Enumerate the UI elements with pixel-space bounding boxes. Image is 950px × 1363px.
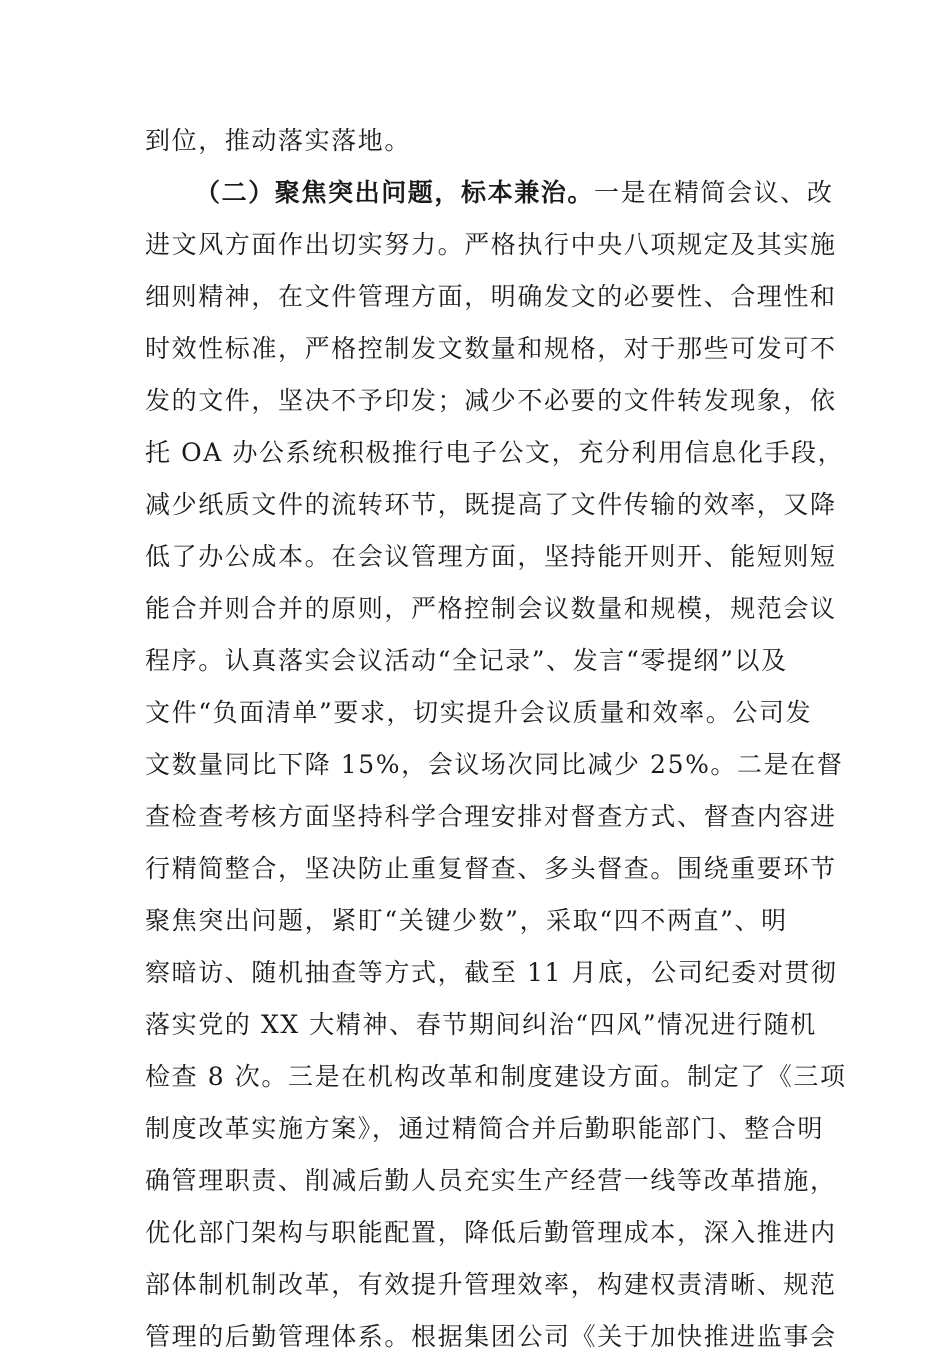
text-line: 确管理职责、削减后勤人员充实生产经营一线等改革措施，	[145, 1166, 837, 1195]
text-line: 细则精神，在文件管理方面，明确发文的必要性、合理性和	[145, 282, 837, 311]
text-line: 能合并则合并的原则，严格控制会议数量和规模，规范会议	[145, 594, 837, 623]
body-text	[145, 115, 847, 1363]
text-line: 减少纸质文件的流转环节，既提高了文件传输的效率，又降	[145, 490, 837, 519]
text-line-rest: 一是在精简会议、改	[594, 178, 834, 207]
text-line: 程序。认真落实会议活动“全记录”、发言“零提纲”以及	[145, 646, 788, 675]
text-line: 发的文件，坚决不予印发；减少不必要的文件转发现象，依	[145, 386, 837, 415]
text-line: 低了办公成本。在会议管理方面，坚持能开则开、能短则短	[145, 542, 837, 571]
text-line: 聚焦突出问题，紧盯“关键少数”，采取“四不两直”、明	[145, 906, 788, 935]
text-line: 察暗访、随机抽查等方式，截至 11 月底，公司纪委对贯彻	[145, 958, 838, 987]
text-line: 查检查考核方面坚持科学合理安排对督查方式、督查内容进	[145, 802, 837, 831]
text-line: 行精简整合，坚决防止重复督查、多头督查。围绕重要环节	[145, 854, 837, 883]
text-line: 进文风方面作出切实努力。严格执行中央八项规定及其实施	[145, 230, 837, 259]
text-line: 文数量同比下降 15%，会议场次同比减少 25%。二是在督	[145, 750, 844, 779]
text-line: 落实党的 XX 大精神、春节期间纠治“四风”情况进行随机	[145, 1010, 817, 1039]
text-line-with-heading	[145, 167, 834, 219]
text-line: 管理的后勤管理体系。根据集团公司《关于加快推进监事会	[145, 1322, 837, 1351]
text-line: 时效性标准，严格控制发文数量和规格，对于那些可发可不	[145, 334, 837, 363]
text-line: 优化部门架构与职能配置，降低后勤管理成本，深入推进内	[145, 1218, 837, 1247]
text-line: 文件“负面清单”要求，切实提升会议质量和效率。公司发	[145, 698, 813, 727]
text-line: 到位，推动落实落地。	[145, 126, 412, 155]
text-line: 部体制机制改革，有效提升管理效率，构建权责清晰、规范	[145, 1270, 837, 1299]
section-heading: （二）聚焦突出问题，标本兼治。	[195, 178, 595, 207]
text-line: 托 OA 办公系统积极推行电子公文，充分利用信息化手段，	[145, 438, 845, 467]
text-line: 制度改革实施方案》，通过精简合并后勤职能部门、整合明	[145, 1114, 825, 1143]
text-line: 检查 8 次。三是在机构改革和制度建设方面。制定了《三项	[145, 1062, 847, 1091]
